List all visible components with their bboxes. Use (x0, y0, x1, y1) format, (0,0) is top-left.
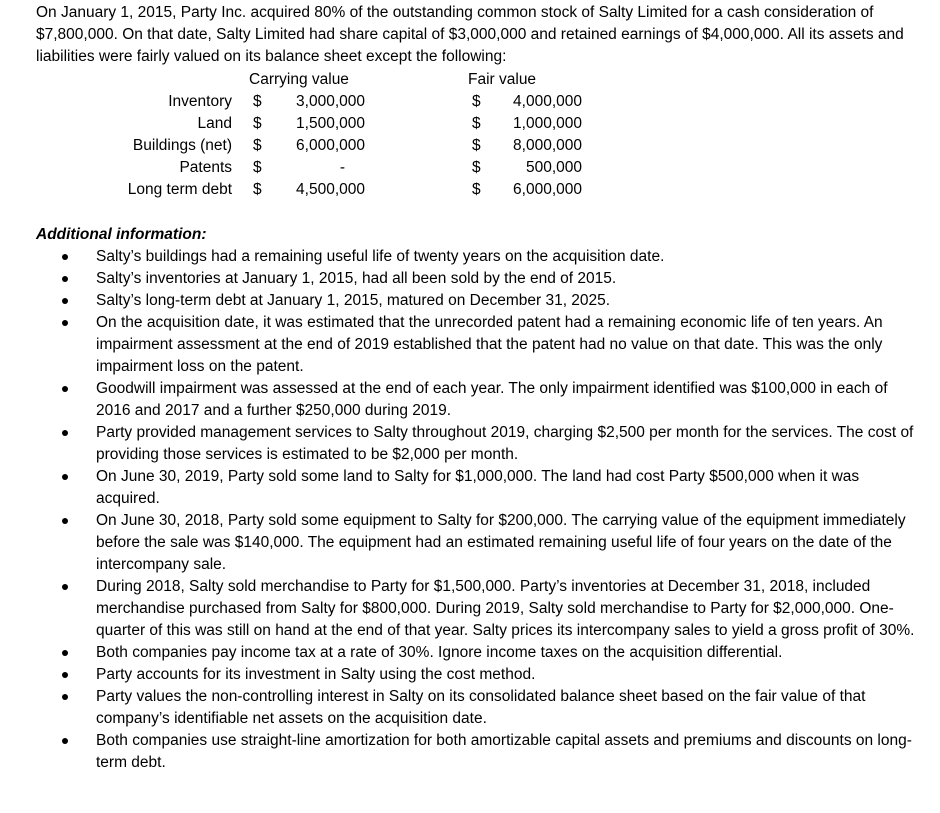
additional-information-heading: Additional information: (36, 226, 207, 243)
list-item (0, 378, 940, 422)
fair-value: 6,000,000 (513, 181, 582, 198)
currency-symbol: $ (472, 159, 481, 176)
list-item-text: On June 30, 2018, Party sold some equipment to Salty for $200,000. The carrying value of the equipment immediately before the sale was $140,000. The equipment had an estimated remaining useful life of four years on the date of the intercompany sale. (96, 512, 906, 573)
bullet-icon (62, 298, 68, 304)
list-item (0, 664, 940, 686)
table-row (0, 157, 940, 179)
currency-symbol: $ (253, 115, 262, 132)
currency-symbol: $ (253, 137, 262, 154)
list-item-text: On the acquisition date, it was estimated that the unrecorded patent had a remaining economic life of ten years. An impairment assessment at the end of 2019 established that the patent had no value on that date. This was the only impairment loss on the patent. (96, 314, 883, 375)
list-item-text: Goodwill impairment was assessed at the end of each year. The only impairment identified was $100,000 in each of 2016 and 2017 and a further $250,000 during 2019. (96, 380, 888, 419)
bullet-icon (62, 518, 68, 524)
list-item-text: Salty’s long-term debt at January 1, 2015, matured on December 31, 2025. (96, 292, 611, 309)
list-item (0, 466, 940, 510)
carrying-value: 4,500,000 (296, 181, 365, 198)
fair-value: 1,000,000 (513, 115, 582, 132)
bullet-icon (62, 386, 68, 392)
list-item-text: Salty’s buildings had a remaining useful life of twenty years on the acquisition date. (96, 248, 665, 265)
currency-symbol: $ (472, 115, 481, 132)
list-item (0, 642, 940, 664)
list-item (0, 510, 940, 576)
bullet-icon (62, 738, 68, 744)
bullet-icon (62, 254, 68, 260)
currency-symbol: $ (253, 181, 262, 198)
table-row (0, 179, 940, 201)
table-row (0, 113, 940, 135)
list-item-text: Both companies pay income tax at a rate of 30%. Ignore income taxes on the acquisition differential. (96, 644, 783, 661)
fair-value: 500,000 (525, 159, 582, 176)
list-item (0, 576, 940, 642)
bullet-icon (62, 694, 68, 700)
carrying-value: 1,500,000 (296, 115, 365, 132)
asset-name: Land (197, 115, 232, 132)
bullet-icon (62, 430, 68, 436)
list-item (0, 686, 940, 730)
carrying-value: 6,000,000 (296, 137, 365, 154)
list-item-text: Party provided management services to Salty throughout 2019, charging $2,500 per month for the services. The cost of providing those services is estimated to be $2,000 per month. (96, 424, 914, 463)
list-item-text: During 2018, Salty sold merchandise to Party for $1,500,000. Party’s inventories at December 31, 2018, included merchandise purchased from Salty for $800,000. During 2019, Salty sold merchandise to Party for $2,000,000. One-quarter of this was still on hand at the end of that year. Salty prices its intercompany sales to yield a gross profit of 30%. (96, 578, 915, 639)
table-row (0, 91, 940, 113)
currency-symbol: $ (472, 93, 481, 110)
list-item-text: On June 30, 2019, Party sold some land to Salty for $1,000,000. The land had cost Party $500,000 when it was acquired. (96, 468, 860, 507)
list-item (0, 422, 940, 466)
list-item (0, 730, 940, 774)
currency-symbol: $ (472, 181, 481, 198)
currency-symbol: $ (472, 137, 481, 154)
carrying-value: - (339, 159, 345, 176)
bullet-icon (62, 672, 68, 678)
list-item (0, 268, 940, 290)
fair-value: 8,000,000 (513, 137, 582, 154)
intro-paragraph: On January 1, 2015, Party Inc. acquired 80% of the outstanding common stock of Salty Limited for a cash consideration of $7,800,000. On that date, Salty Limited had share capital of $3,000,000 and retained earnings of $4,000,000. All its assets and liabilities were fairly valued on its balance sheet except the following: (36, 4, 904, 65)
bullet-icon (62, 474, 68, 480)
currency-symbol: $ (253, 93, 262, 110)
list-item (0, 246, 940, 268)
asset-name: Patents (179, 159, 232, 176)
list-item-text: Both companies use straight-line amortization for both amortizable capital assets and premiums and discounts on long-term debt. (96, 732, 912, 771)
table-row (0, 135, 940, 157)
list-item (0, 290, 940, 312)
carrying-value: 3,000,000 (296, 93, 365, 110)
carrying-value-header: Carrying value (249, 71, 349, 88)
fair-value-table (0, 91, 940, 201)
list-item-text: Party accounts for its investment in Salty using the cost method. (96, 666, 536, 683)
bullet-icon (62, 584, 68, 590)
fair-value: 4,000,000 (513, 93, 582, 110)
asset-name: Long term debt (127, 181, 232, 198)
fair-value-header: Fair value (468, 71, 537, 88)
bullet-icon (62, 320, 68, 326)
list-item-text: Party values the non-controlling interest in Salty on its consolidated balance sheet based on the fair value of that company’s identifiable net assets on the acquisition date. (96, 688, 866, 727)
additional-information-list (0, 246, 940, 774)
asset-name: Inventory (168, 93, 232, 110)
currency-symbol: $ (253, 159, 262, 176)
bullet-icon (62, 650, 68, 656)
asset-name: Buildings (net) (132, 137, 232, 154)
list-item-text: Salty’s inventories at January 1, 2015, had all been sold by the end of 2015. (96, 270, 617, 287)
bullet-icon (62, 276, 68, 282)
list-item (0, 312, 940, 378)
